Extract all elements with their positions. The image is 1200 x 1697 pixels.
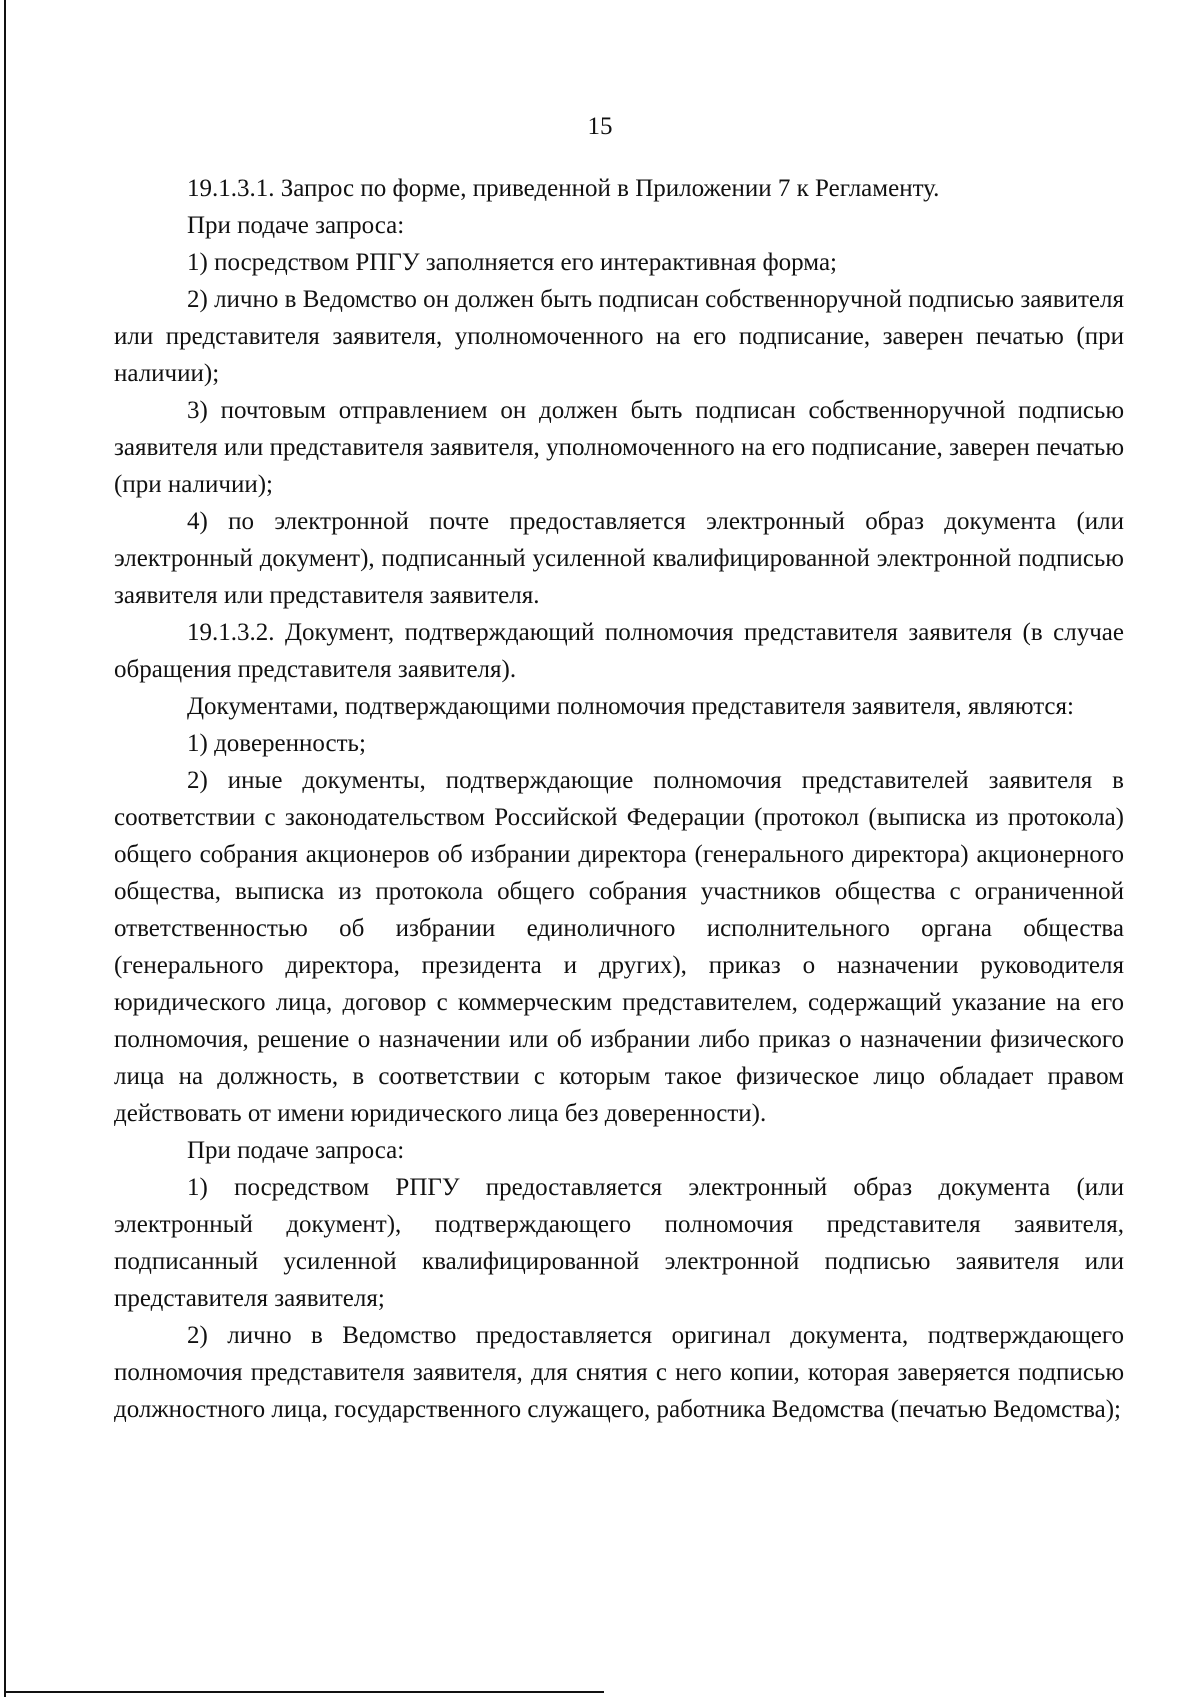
page-number: 15 <box>587 113 613 140</box>
document-body <box>114 170 1124 1428</box>
scan-bottom-edge <box>4 1691 604 1693</box>
paragraph: 3) почтовым отправлением он должен быть подписан собственноручной подписью заявителя или представителя заявителя, уполномоченного на его подписание, заверен печатью (при наличии); <box>114 397 1124 498</box>
paragraph: 1) посредством РПГУ заполняется его интерактивная форма; <box>187 249 837 276</box>
paragraph: Документами, подтверждающими полномочия представителя заявителя, являются: <box>187 693 1074 720</box>
paragraph: 2) лично в Ведомство он должен быть подписан собственноручной подписью заявителя или представителя заявителя, уполномоченного на его подписание, заверен печатью (при наличии); <box>114 286 1124 387</box>
paragraph: 2) лично в Ведомство предоставляется оригинал документа, подтверждающего полномочия представителя заявителя, для снятия с него копии, которая заверяется подписью должностного лица, государственного служащего, работника Ведомства (печатью Ведомства); <box>114 1322 1124 1423</box>
paragraph: 1) посредством РПГУ предоставляется электронный образ документа (или электронный документ), подтверждающего полномочия представителя заявителя, подписанный усиленной квалифицированной электронной подписью заявителя или представителя заявителя; <box>114 1174 1124 1312</box>
paragraph: При подаче запроса: <box>187 1137 405 1164</box>
paragraph: 1) доверенность; <box>187 730 366 757</box>
scan-left-edge <box>4 0 6 1697</box>
paragraph: При подаче запроса: <box>187 212 405 239</box>
paragraph: 19.1.3.2. Документ, подтверждающий полномочия представителя заявителя (в случае обращения представителя заявителя). <box>114 619 1124 683</box>
paragraph: 4) по электронной почте предоставляется электронный образ документа (или электронный документ), подписанный усиленной квалифицированной электронной подписью заявителя или представителя заявителя. <box>114 508 1124 609</box>
paragraph: 2) иные документы, подтверждающие полномочия представителей заявителя в соответствии с законодательством Российской Федерации (протокол (выписка из протокола) общего собрания акционеров об избрании директора (генерального директора) акционерного общества, выписка из протокола общего собрания участников общества с ограниченной ответственностью об избрании единоличного исполнительного органа общества (генерального директора, президента и других), приказ о назначении руководителя юридического лица, договор с коммерческим представителем, содержащий указание на его полномочия, решение о назначении или об избрании либо приказ о назначении физического лица на должность, в соответствии с которым такое физическое лицо обладает правом действовать от имени юридического лица без доверенности). <box>114 767 1124 1127</box>
paragraph: 19.1.3.1. Запрос по форме, приведенной в Приложении 7 к Регламенту. <box>187 175 940 202</box>
